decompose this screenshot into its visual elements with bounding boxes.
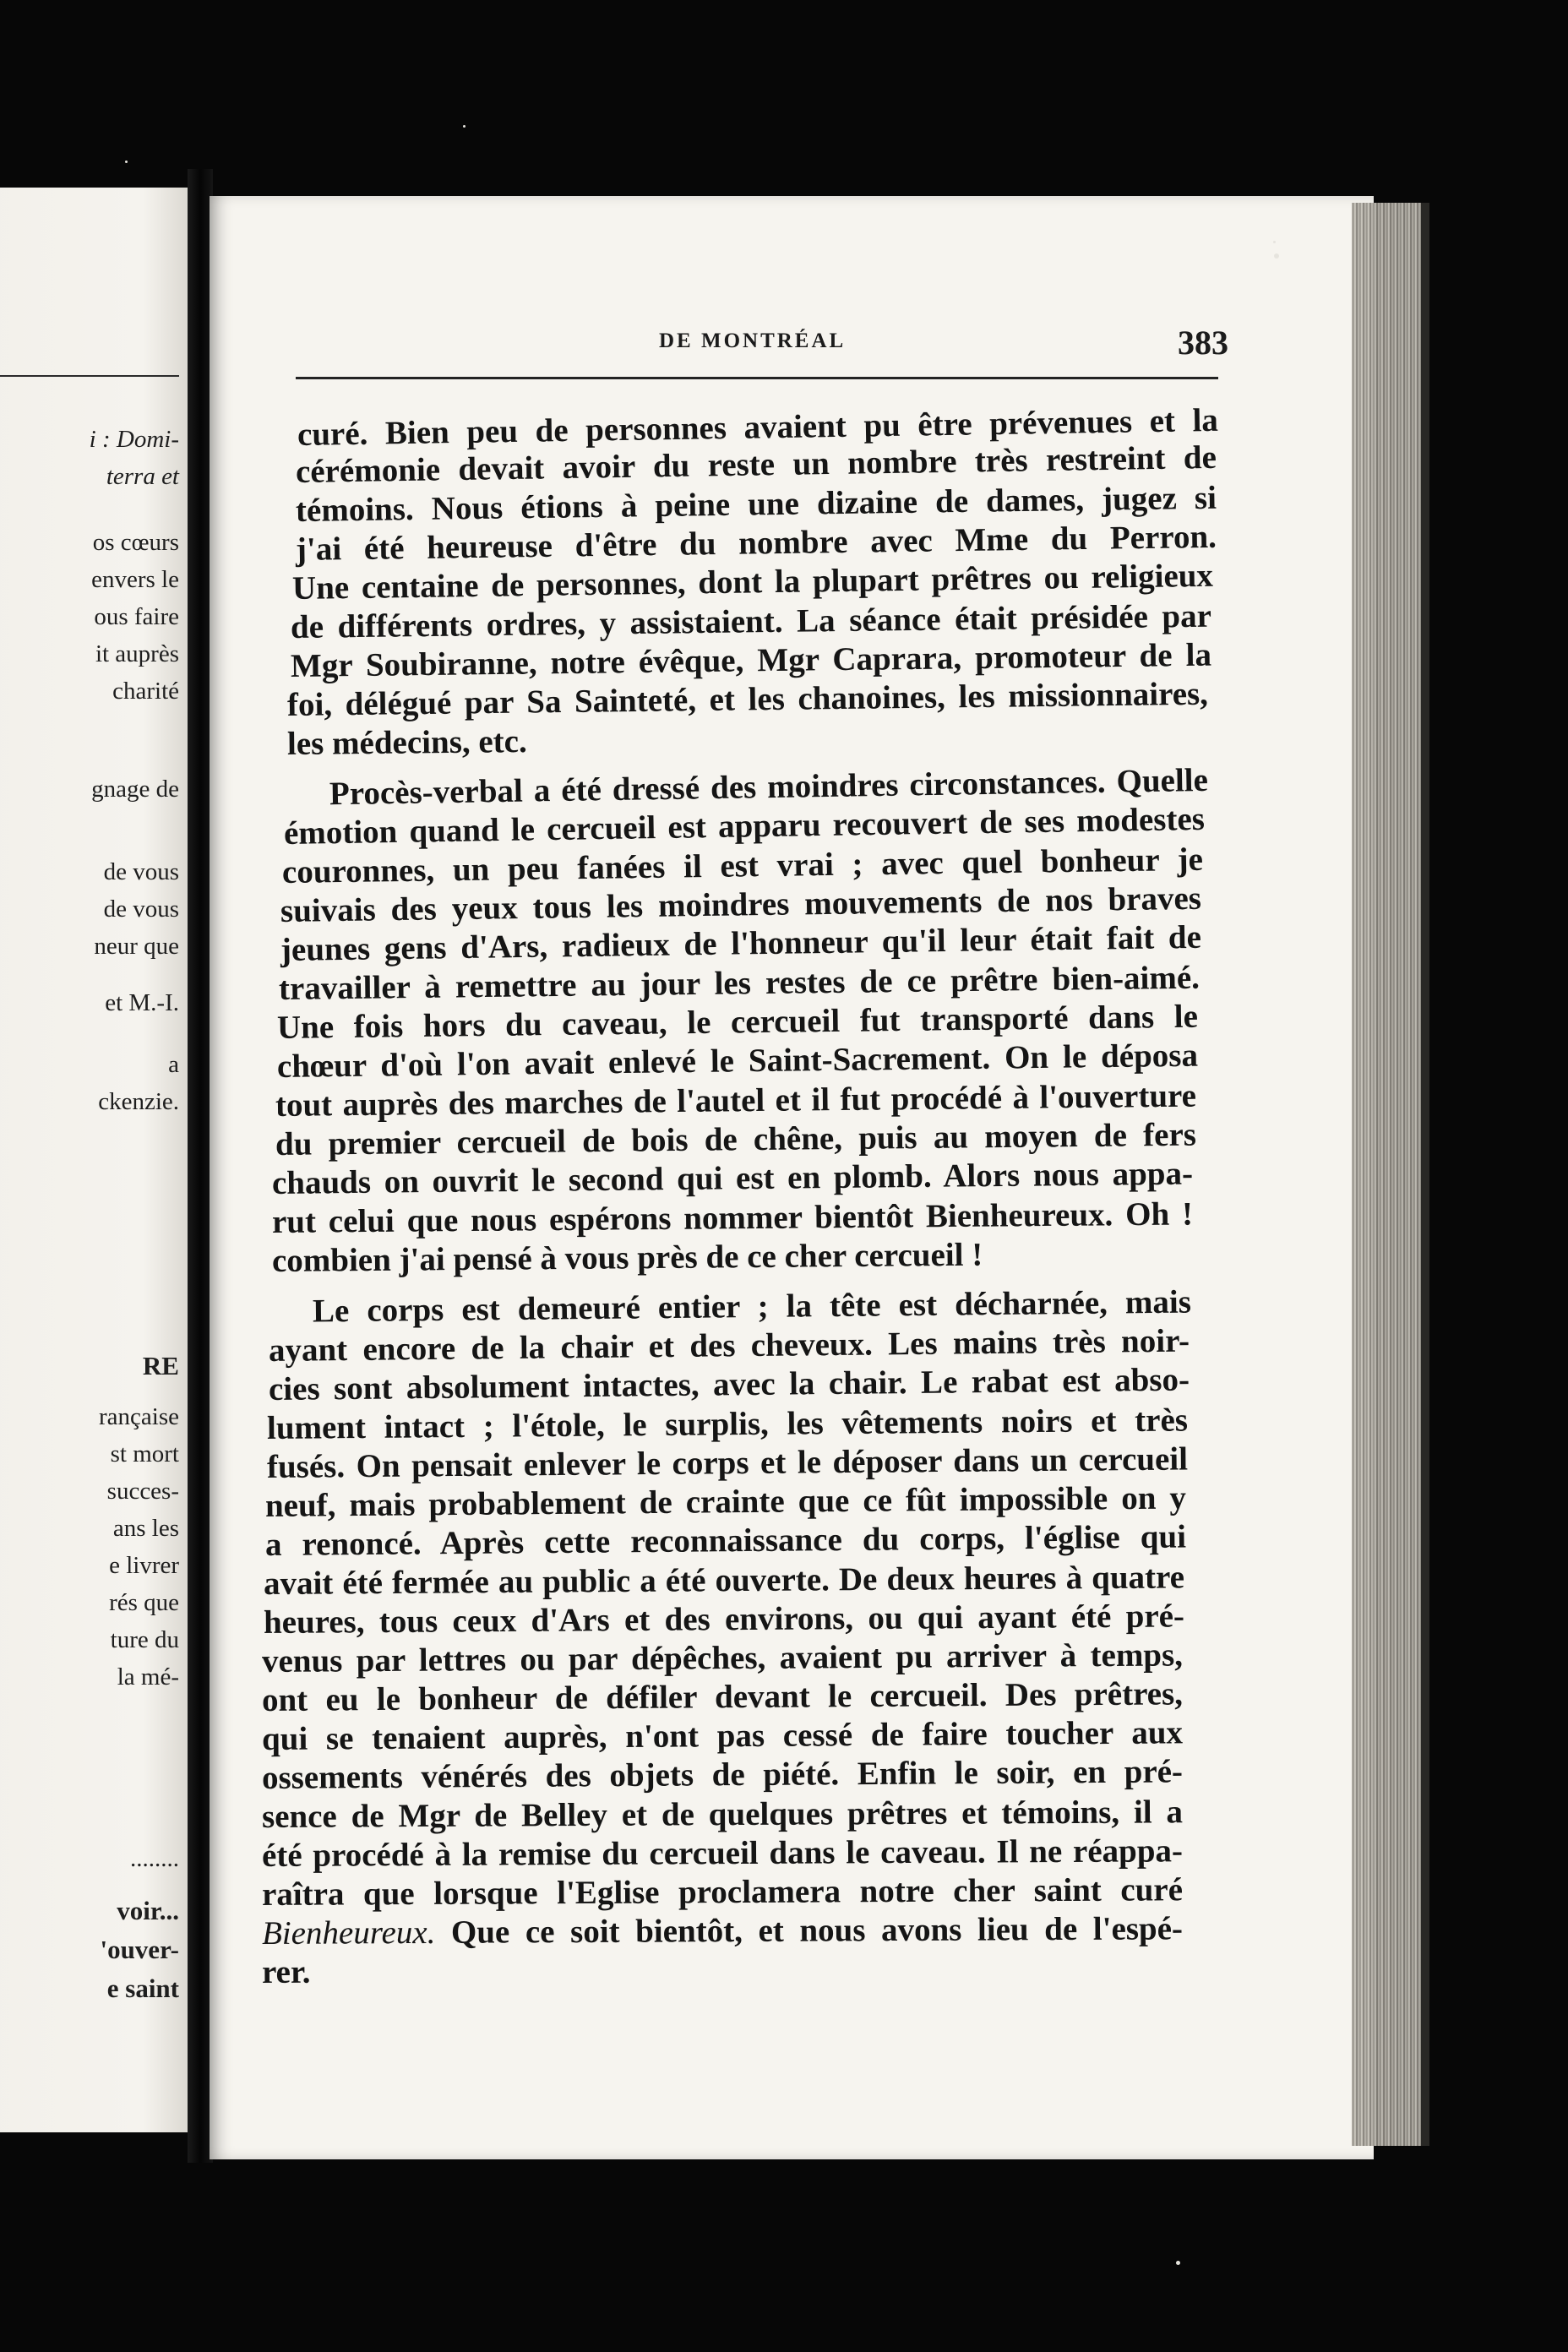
scan-speck (1273, 241, 1276, 243)
left-page-line: et M.-I. (105, 989, 179, 1016)
text-line: combien j'ai pensé à vous près de ce cher cercueil ! (271, 1236, 983, 1279)
text-line: foi, délégué par Sa Sainteté, et les chanoines, les missionnaires, (286, 675, 1209, 723)
left-page-line: ous faire (94, 603, 179, 630)
text-line: chœur d'où l'on avait enlevé le Saint-Sacrement. On le déposa (276, 1037, 1199, 1085)
left-page-line: RE (142, 1351, 179, 1380)
text-line: ayant encore de la chair et des cheveux. Les mains très noir- (268, 1322, 1190, 1369)
text-line: cies sont absolument intactes, avec la chair. Le rabat est abso- (268, 1361, 1190, 1407)
running-head: DE MONTRÉAL (659, 329, 847, 352)
text-line: ont eu le bonheur de défiler devant le cercueil. Des prêtres, (261, 1675, 1184, 1718)
left-page-line: e saint (106, 1974, 179, 2003)
text-line: Une fois hors du caveau, le cercueil fut transporté dans le (276, 998, 1199, 1046)
text-line: travailler à remettre au jour les restes de ce prêtre bien-aimé. (278, 959, 1200, 1007)
left-page-line: os cœurs (92, 529, 179, 556)
text-line: neuf, mais probablement de crainte que ce fût impossible on y (264, 1479, 1187, 1524)
text-line: témoins. Nous étions à peine une dizaine de dames, jugez si (295, 479, 1217, 529)
text-line: Une centaine de personnes, dont la plupart prêtres ou religieux (291, 557, 1214, 607)
text-line: du premier cercueil de bois de chêne, puis au moyen de fers (275, 1116, 1197, 1162)
text-line: tout auprès des marches de l'autel et il fut procédé à l'ouverture (275, 1077, 1197, 1124)
left-page-line: terra et (106, 463, 179, 490)
left-page-line: gnage de (91, 776, 179, 803)
text-line: j'ai été heureuse d'être du nombre avec Mme du Perron. (295, 518, 1217, 568)
header-rule (296, 377, 1218, 379)
left-page-line: rés que (109, 1589, 179, 1616)
left-page-line: de vous (103, 858, 179, 885)
text-line: curé. Bien peu de personnes avaient pu être prévenues et la (297, 401, 1219, 453)
left-page-line: voir... (117, 1896, 179, 1925)
text-line: suivais des yeux tous les moindres mouvements de nos braves (280, 879, 1202, 929)
left-page-line: la mé- (117, 1663, 179, 1690)
left-page-line: neur que (94, 933, 179, 960)
left-page-line: ture du (110, 1626, 179, 1653)
scan-speck (125, 161, 128, 163)
text-line: heures, tous ceux d'Ars et des environs, ou qui ayant été pré- (263, 1598, 1185, 1641)
left-page-line: it auprès (95, 640, 179, 667)
text-line: été procédé à la remise du cercueil dans le caveau. Il ne réappa- (261, 1832, 1184, 1874)
left-page-line: de vous (103, 896, 179, 923)
text-line: Le corps est demeuré entier ; la tête est décharnée, mais (312, 1283, 1192, 1330)
facing-page-left (0, 188, 188, 2132)
left-page-line: ........ (130, 1845, 179, 1872)
scan-speck (463, 125, 466, 128)
text-line: émotion quand le cercueil est apparu recouvert de ses modestes (283, 800, 1206, 852)
text-line: sence de Mgr de Belley et de quelques prêtres et témoins, il a (261, 1794, 1184, 1835)
text-line: ossements vénérés des objets de piété. Enfin le soir, en pré- (261, 1753, 1184, 1796)
scan-speck (1176, 2261, 1180, 2265)
text-line: de différents ordres, y assistaient. La séance était présidée par (290, 597, 1212, 645)
text-line: venus par lettres ou par dépêches, avaient pu arriver à temps, (261, 1636, 1184, 1680)
left-page-line: ans les (112, 1515, 179, 1542)
scan-speck (1274, 253, 1279, 259)
text-line: rer. (261, 1953, 311, 1990)
left-page-line: charité (112, 678, 179, 705)
text-line: chauds on ouvrit le second qui est en plomb. Alors nous appa- (271, 1155, 1194, 1201)
text-line: qui se tenaient auprès, n'ont pas cessé de faire toucher aux (261, 1714, 1184, 1757)
text-line: Mgr Soubiranne, notre évêque, Mgr Caprara, promoteur de la (290, 636, 1212, 684)
text-line: Procès-verbal a été dressé des moindres circonstances. Quelle (329, 761, 1209, 813)
text-line: Bienheureux. Que ce soit bientôt, et nous avons lieu de l'espé- (261, 1910, 1184, 1952)
page-edges (1352, 203, 1423, 2146)
left-header-rule (0, 375, 179, 377)
left-page-line: succes- (106, 1478, 179, 1505)
left-page-line: a (168, 1051, 179, 1078)
text-line: rut celui que nous espérons nommer bientôt Bienheureux. Oh ! (271, 1195, 1194, 1240)
text-line: lument intact ; l'étole, le surplis, les vêtements noirs et très (266, 1402, 1189, 1446)
text-line: avait été fermée au public a été ouverte. De deux heures à quatre (263, 1559, 1185, 1602)
left-page-line: rançaise (99, 1403, 179, 1430)
text-line: a renoncé. Après cette reconnaissance du corps, l'église qui (264, 1518, 1187, 1563)
left-page-line: 'ouver- (100, 1935, 179, 1964)
page-number: 383 (1178, 324, 1228, 362)
left-page-line: i : Domi- (89, 426, 179, 453)
left-page-line: e livrer (109, 1552, 179, 1579)
text-line: cérémonie devait avoir du reste un nombre très restreint de (295, 438, 1217, 490)
text-line: couronnes, un peu fanées il est vrai ; avec quel bonheur je (281, 841, 1204, 890)
text-line: jeunes gens d'Ars, radieux de l'honneur qu'il leur était fait de (280, 918, 1202, 968)
left-page-line: envers le (91, 566, 179, 593)
text-line: raîtra que lorsque l'Eglise proclamera notre cher saint curé (261, 1871, 1184, 1913)
left-page-line: ckenzie. (98, 1088, 179, 1115)
left-page-line: st mort (110, 1440, 179, 1467)
text-line: les médecins, etc. (286, 723, 527, 762)
text-line: fusés. On pensait enlever le corps et le déposer dans un cercueil (266, 1440, 1189, 1485)
